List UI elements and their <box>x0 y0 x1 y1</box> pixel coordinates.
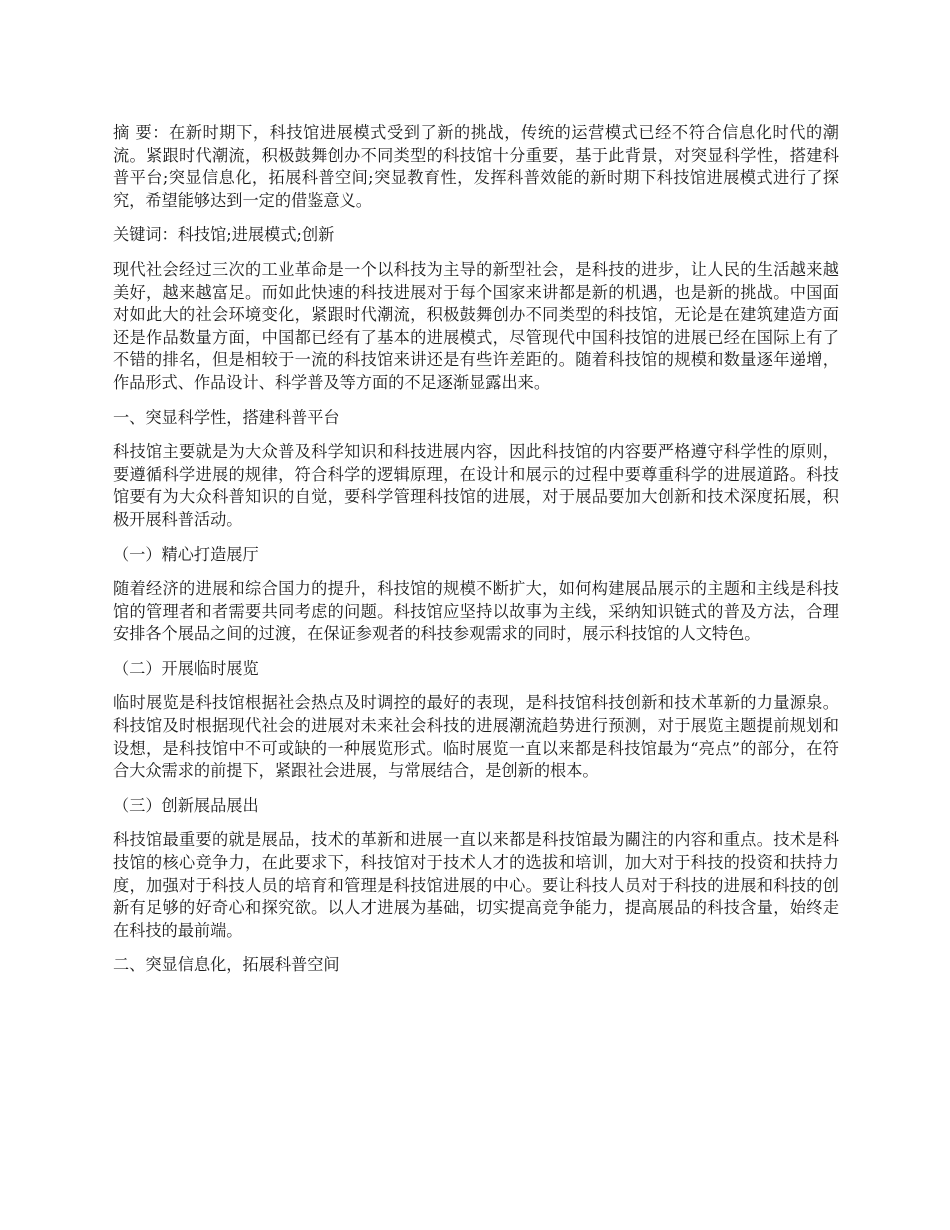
intro-paragraph: 现代社会经过三次的工业革命是一个以科技为主导的新型社会，是科技的进步，让人民的生活越来越美好，越来越富足。而如此快速的科技进展对于每个国家来讲都是新的机遇，也是新的挑战。中国面对如此大的社会环境变化，紧跟时代潮流，积极鼓舞创办不同类型的科技馆，无论是在建筑建造方面还是作品数量方面，中国都已经有了基本的进展模式，尽管现代中国科技馆的进展已经在国际上有了不错的排名，但是相较于一流的科技馆来讲还是有些许差距的。随着科技馆的规模和数量逐年递增，作品形式、作品设计、科学普及等方面的不足逐渐显露出来。 <box>113 259 839 392</box>
subsection-heading-3: （三）创新展品展出 <box>113 795 259 815</box>
subsection-2-paragraph: 临时展览是科技馆根据社会热点及时调控的最好的表现，是科技馆科技创新和技术革新的力量源泉。科技馆及时根据现代社会的进展对未来社会科技的进展潮流趋势进行预测，对于展览主题提前规划和设想，是科技馆中不可或缺的一种展览形式。临时展览一直以来都是科技馆最为“亮点”的部分，在符合大众需求的前提下，紧跟社会进展，与常展结合，是创新的根本。 <box>113 693 839 781</box>
subsection-heading-2: （二）开展临时展览 <box>113 658 259 678</box>
subsection-heading-1: （一）精心打造展厅 <box>113 544 259 564</box>
document-page <box>113 122 839 989</box>
subsection-3-paragraph: 科技馆最重要的就是展品，技术的革新和进展一直以来都是科技馆最为關注的内容和重点。技术是科技馆的核心竞争力，在此要求下，科技馆对于技术人才的选拔和培训，加大对于科技的投资和扶持力度，加强对于科技人员的培育和管理是科技馆进展的中心。要让科技人员对于科技的进展和科技的创新有足够的好奇心和探究欲。以人才进展为基础，切实提高竞争能力，提高展品的科技含量，始终走在科技的最前端。 <box>113 830 839 940</box>
section-heading-2: 二、突显信息化，拓展科普空间 <box>113 955 340 975</box>
section-heading-1: 一、突显科学性，搭建科普平台 <box>113 407 340 427</box>
keywords-line: 关键词：科技馆;进展模式;创新 <box>113 225 335 245</box>
section-1-paragraph: 科技馆主要就是为大众普及科学知识和科技进展内容，因此科技馆的内容要严格遵守科学性的原则，要遵循科学进展的规律，符合科学的逻辑原理，在设计和展示的过程中要尊重科学的进展道路。科技馆要有为大众科普知识的自觉，要科学管理科技馆的进展，对于展品要加大创新和技术深度拓展，积极开展科普活动。 <box>113 442 839 529</box>
subsection-1-paragraph: 随着经济的进展和综合国力的提升，科技馆的规模不断扩大，如何构建展品展示的主题和主线是科技馆的管理者和者需要共同考虑的问题。科技馆应坚持以故事为主线，采纳知识链式的普及方法，合理安排各个展品之间的过渡，在保证参观者的科技参观需求的同时，展示科技馆的人文特色。 <box>113 579 839 644</box>
abstract-paragraph: 摘 要：在新时期下，科技馆进展模式受到了新的挑战，传统的运营模式已经不符合信息化时代的潮流。紧跟时代潮流，积极鼓舞创办不同类型的科技馆十分重要，基于此背景，对突显科学性，搭建科普平台;突显信息化，拓展科普空间;突显教育性，发挥科普效能的新时期下科技馆进展模式进行了探究，希望能够达到一定的借鉴意义。 <box>113 123 839 210</box>
